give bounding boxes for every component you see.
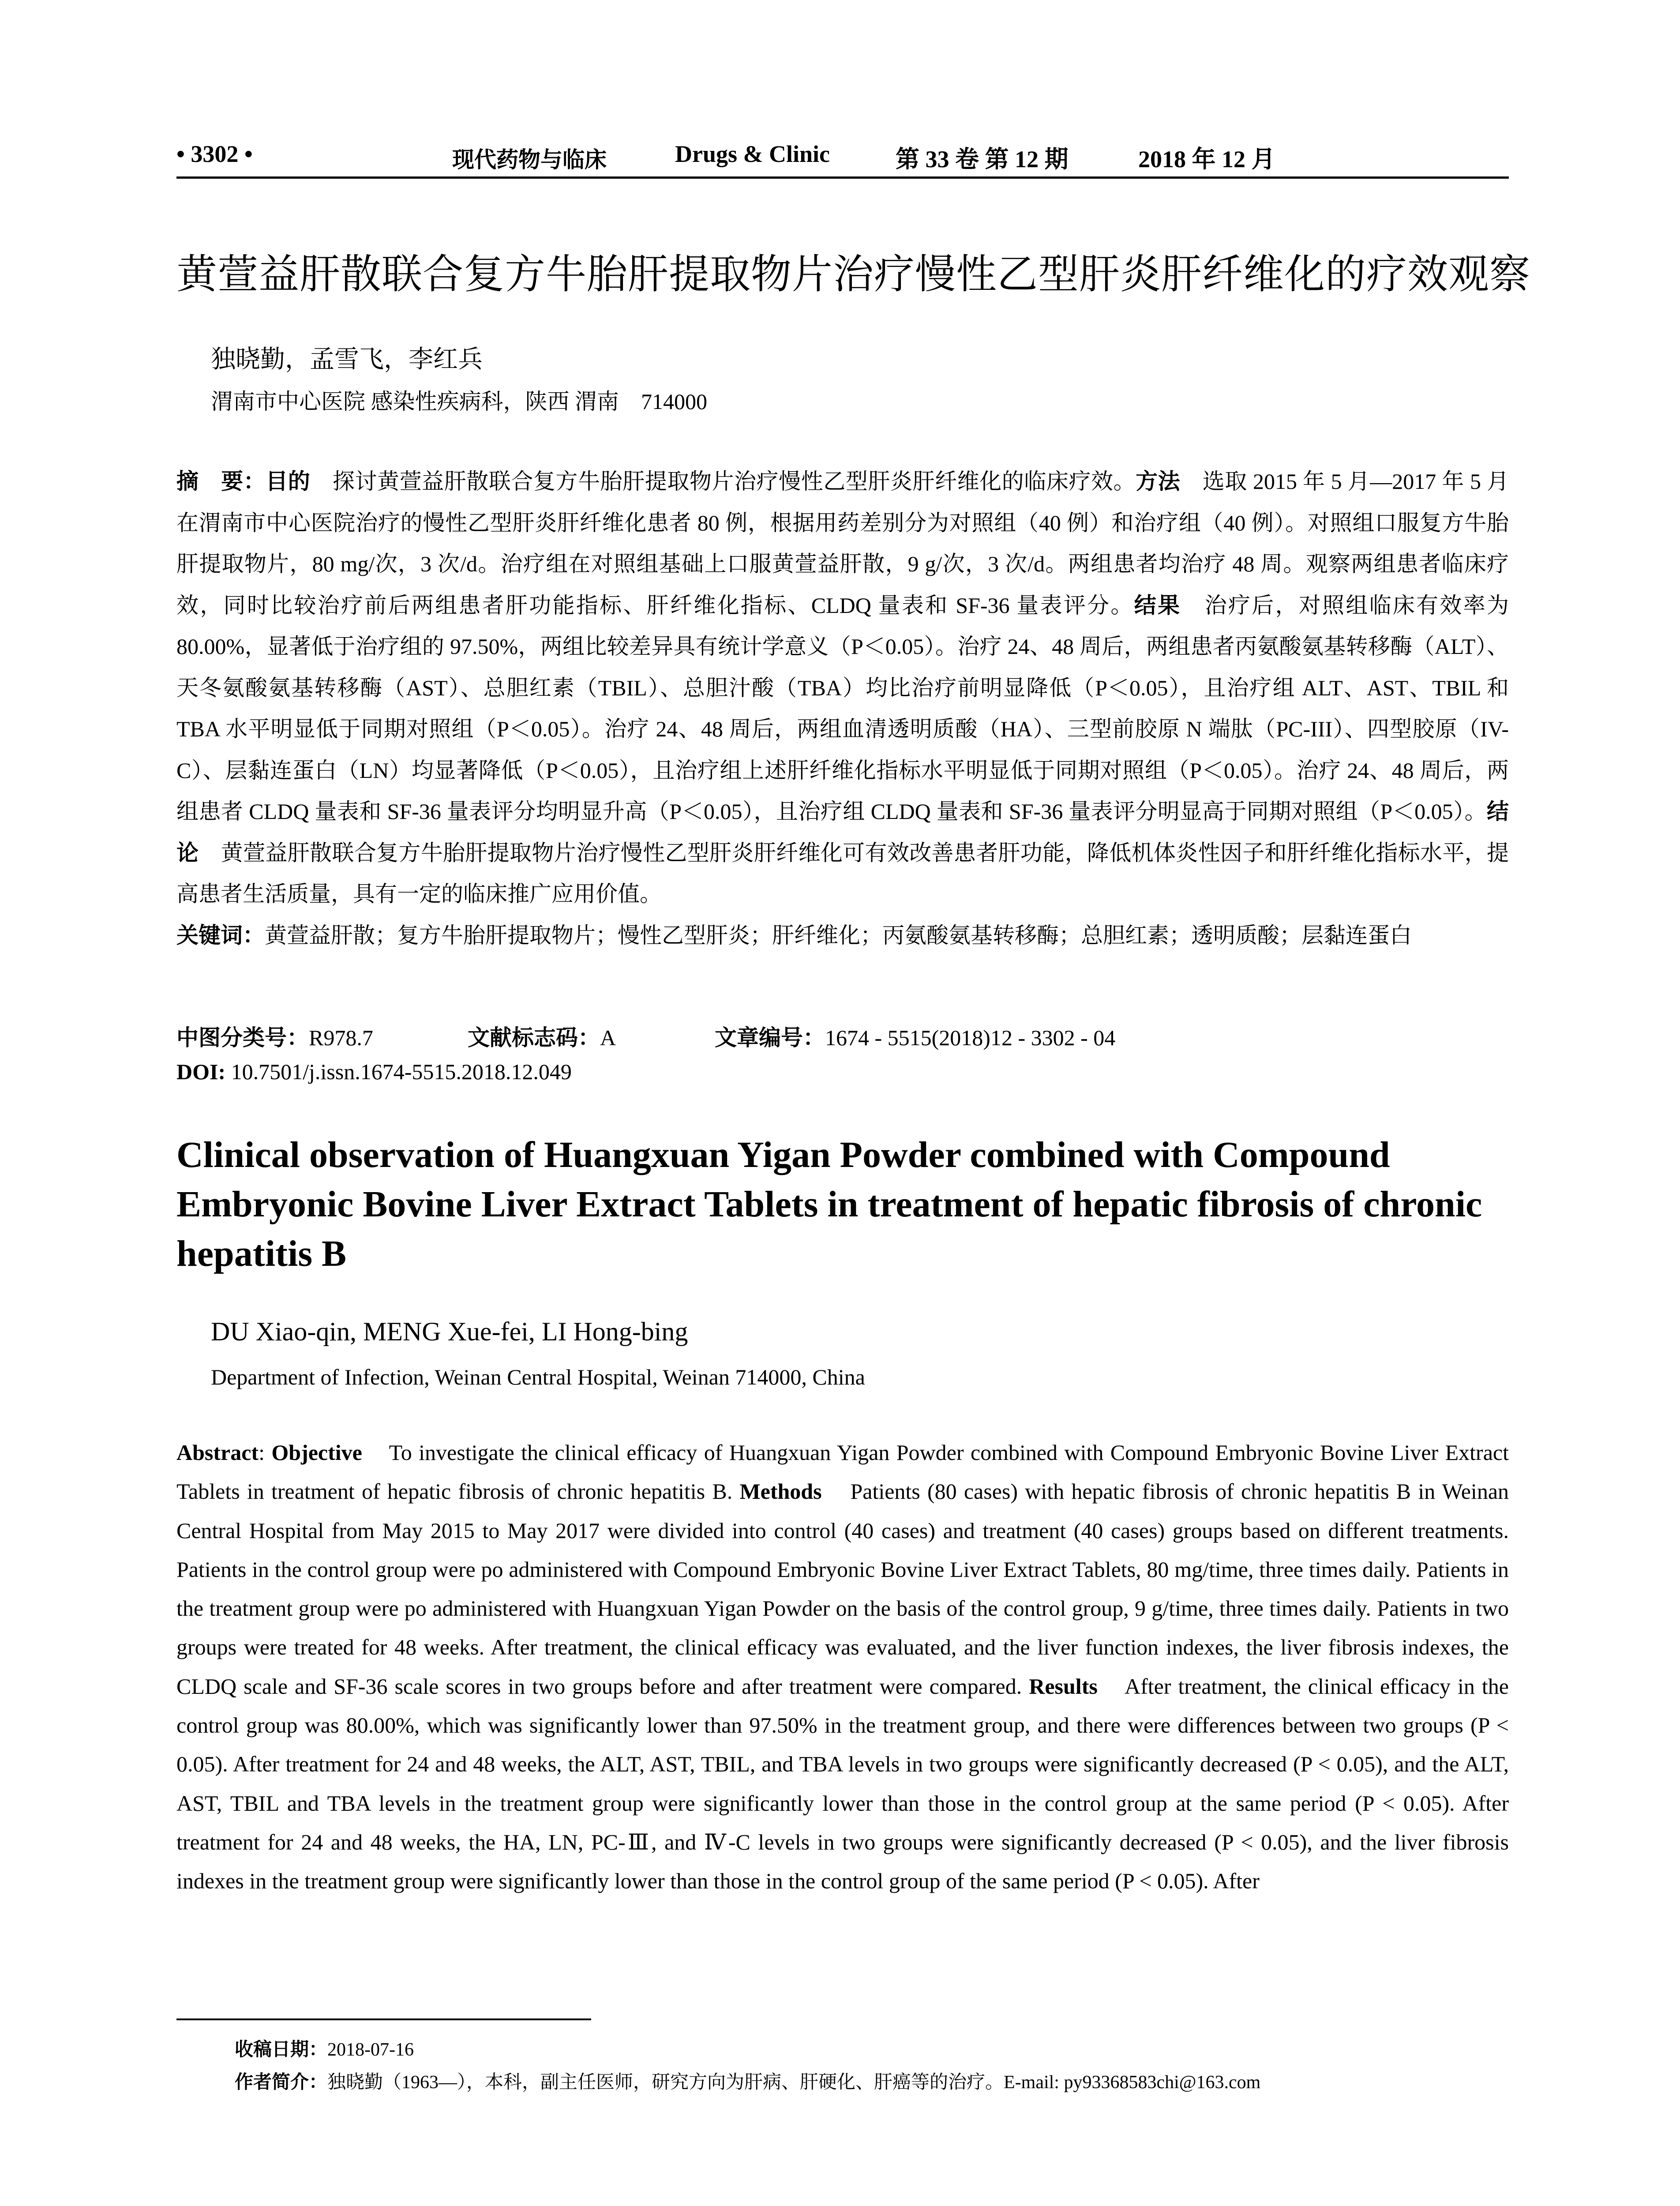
affiliation-en: Department of Infection, Weinan Central Hospital, Weinan 714000, China xyxy=(211,1365,865,1389)
conclusion-label-cn: 结论 xyxy=(176,799,1509,866)
doc-code-value: A xyxy=(600,1025,616,1050)
keywords-label-cn: 关键词： xyxy=(176,922,265,948)
abstract-label-en: Abstract xyxy=(176,1440,259,1465)
received-label: 收稿日期： xyxy=(235,2038,328,2060)
footnote-rule xyxy=(176,2018,591,2020)
methods-text-cn: 选取 2015 年 5 月—2017 年 5 月在渭南市中心医院治疗的慢性乙型肝炎肝纤维化患者 80 例，根据用药差别分为对照组（40 例）和治疗组（40 例）。对照组口服复方牛胎肝提取物片，80 mg/次，3 次/d。治疗组在对照组基础上口服黄萱益肝散，9 g/次，3 次/d。两组患者均治疗 48 周。观察两组患者临床疗效，同时比较治疗前后两组患者肝功能指标、肝纤维化指标、CLDQ 量表和 SF-36 量表评分。 xyxy=(176,469,1509,618)
received-date xyxy=(235,2035,414,2061)
doi-value: 10.7501/j.issn.1674-5515.2018.12.049 xyxy=(231,1059,572,1084)
abstract-cn xyxy=(176,461,1509,956)
page-number: • 3302 • xyxy=(176,141,253,167)
objective-text-cn: 探讨黄萱益肝散联合复方牛胎肝提取物片治疗慢性乙型肝炎肝纤维化的临床疗效。 xyxy=(310,469,1136,494)
conclusion-text-cn: 黄萱益肝散联合复方牛胎肝提取物片治疗慢性乙型肝炎肝纤维化可有效改善患者肝功能，降低机体炎性因子和肝纤维化指标水平，提高患者生活质量，具有一定的临床推广应用价值。 xyxy=(176,840,1509,906)
journal-name-en: Drugs & Clinic xyxy=(675,141,830,167)
keywords-text-cn: 黄萱益肝散；复方牛胎肝提取物片；慢性乙型肝炎；肝纤维化；丙氨酸氨基转移酶；总胆红素；透明质酸；层黏连蛋白 xyxy=(265,923,1412,948)
article-title-en: Clinical observation of Huangxuan Yigan Powder combined with Compound Embryonic Bovine Liver Extract Tablets in treatment of hepatic fibrosis of chronic hepatitis B xyxy=(176,1134,1482,1274)
clc-label: 中图分类号： xyxy=(176,1025,309,1050)
keywords-cn xyxy=(176,915,1509,957)
abstract-label-cn: 摘 要： xyxy=(176,469,266,494)
article-title-cn: 黄萱益肝散联合复方牛胎肝提取物片治疗慢性乙型肝炎肝纤维化的疗效观察 xyxy=(176,251,1531,298)
results-label-cn: 结果 xyxy=(1134,592,1181,618)
header-rule xyxy=(176,176,1509,179)
running-header xyxy=(176,140,1509,176)
affiliation-cn: 渭南市中心医院 感染性疾病科，陕西 渭南 714000 xyxy=(211,389,707,414)
classification-line xyxy=(176,1020,1509,1051)
issue-date: 2018 年 12 月 xyxy=(1138,146,1275,173)
author-bio xyxy=(235,2067,1260,2094)
clc-field xyxy=(176,1020,373,1052)
results-text-en: After treatment, the clinical efficacy in the control group was 80.00%, which was significantly lower than 97.50% in the treatment group, and there were differences between two groups (P < 0.05). After treatment for 24 and 48 weeks, the ALT, AST, TBIL, and TBA levels in two groups were significantly decreased (P < 0.05), and the ALT, AST, TBIL and TBA levels in the treatment group were significantly lower than those in the control group at the same period (P < 0.05). After treatment for 24 and 48 weeks, the HA, LN, PC-Ⅲ, and Ⅳ-C levels in two groups were significantly decreased (P < 0.05), and the liver fibrosis indexes in the treatment group were significantly lower than those in the control group of the same period (P < 0.05). After xyxy=(176,1673,1509,1894)
doi-line xyxy=(176,1059,572,1084)
bio-text: 独晓勤（1963—），本科，副主任医师，研究方向为肝病、肝硬化、肝癌等的治疗。E-mail: py93368583chi@163.com xyxy=(327,2072,1261,2093)
methods-label-en: Methods xyxy=(739,1479,822,1504)
results-text-cn: 治疗后，对照组临床有效率为 80.00%，显著低于治疗组的 97.50%，两组比较差异具有统计学意义（P＜0.05）。治疗 24、48 周后，两组患者丙氨酸氨基转移酶（ALT）、天冬氨酸氨基转移酶（AST）、总胆红素（TBIL）、总胆汁酸（TBA）均比治疗前明显降低（P＜0.05），且治疗组 ALT、AST、TBIL 和 TBA 水平明显低于同期对照组（P＜0.05）。治疗 24、48 周后，两组血清透明质酸（HA）、三型前胶原 N 端肽（PC-III）、四型胶原（IV-C）、层黏连蛋白（LN）均显著降低（P＜0.05），且治疗组上述肝纤维化指标水平明显低于同期对照组（P＜0.05）。治疗 24、48 周后，两组患者 CLDQ 量表和 SF-36 量表评分均明显升高（P＜0.05），且治疗组 CLDQ 量表和 SF-36 量表评分明显高于同期对照组（P＜0.05）。 xyxy=(176,593,1509,824)
doi-label: DOI: xyxy=(176,1059,226,1084)
objective-text-en: To investigate the clinical efficacy of Huangxuan Yigan Powder combined with Compound Embryonic Bovine Liver Extract Tablets in treatment of hepatic fibrosis of chronic hepatitis B. xyxy=(176,1440,1509,1504)
authors-cn: 独晓勤，孟雪飞，李红兵 xyxy=(211,346,483,373)
article-no-value: 1674 - 5515(2018)12 - 3302 - 04 xyxy=(825,1025,1116,1050)
objective-label-en: Objective xyxy=(271,1440,362,1465)
bio-label: 作者简介： xyxy=(235,2071,328,2093)
volume-issue: 第 33 卷 第 12 期 xyxy=(896,146,1069,173)
objective-label-cn: 目的 xyxy=(266,469,311,494)
journal-name-cn: 现代药物与临床 xyxy=(452,147,607,173)
clc-value: R978.7 xyxy=(309,1025,373,1050)
received-value: 2018-07-16 xyxy=(327,2040,414,2060)
results-label-en: Results xyxy=(1029,1673,1098,1699)
methods-text-en: Patients (80 cases) with hepatic fibrosis of chronic hepatitis B in Weinan Central Hospital from May 2015 to May 2017 were divided into control (40 cases) and treatment (40 cases) groups based on different treatments. Patients in the control group were po administered with Compound Embryonic Bovine Liver Extract Tablets, 80 mg/time, three times daily. Patients in the treatment group were po administered with Huangxuan Yigan Powder on the basis of the control group, 9 g/time, three times daily. Patients in two groups were treated for 48 weeks. After treatment, the clinical efficacy was evaluated, and the liver function indexes, the liver fibrosis indexes, the CLDQ scale and SF-36 scale scores in two groups before and after treatment were compared. xyxy=(176,1479,1509,1699)
doc-code-label: 文献标志码： xyxy=(468,1025,600,1050)
doc-code-field xyxy=(468,1020,616,1052)
article-no-field xyxy=(715,1020,1115,1052)
authors-en: DU Xiao-qin, MENG Xue-fei, LI Hong-bing xyxy=(211,1317,688,1346)
methods-label-cn: 方法 xyxy=(1136,469,1181,494)
abstract-en: Abstract: Objective To investigate the clinical efficacy of Huangxuan Yigan Powder combined with Compound Embryonic Bovine Liver Extract Tablets in treatment of hepatic fibrosis of chronic hepatitis B. Methods Patients (80 cases) with hepatic fibrosis of chronic hepatitis B in Weinan Central Hospital from May 2015 to May 2017 were divided into control (40 cases) and treatment (40 cases) groups based on different treatments. Patients in the control group were po administered with Compound Embryonic Bovine Liver Extract Tablets, 80 mg/time, three times daily. Patients in the treatment group were po administered with Huangxuan Yigan Powder on the basis of the control group, 9 g/time, three times daily. Patients in two groups were treated for 48 weeks. After treatment, the clinical efficacy was evaluated, and the liver function indexes, the liver fibrosis indexes, the CLDQ scale and SF-36 scale scores in two groups before and after treatment were compared. Results After treatment, the clinical efficacy in the control group was 80.00%, which was significantly lower than 97.50% in the treatment group, and there were differences between two groups (P < 0.05). After treatment for 24 and 48 weeks, the ALT, AST, TBIL, and TBA levels in two groups were significantly decreased (P < 0.05), and the ALT, AST, TBIL and TBA levels in the treatment group were significantly lower than those in the control group at the same period (P < 0.05). After treatment for 24 and 48 weeks, the HA, LN, PC-Ⅲ, and Ⅳ-C levels in two groups were significantly decreased (P < 0.05), and the liver fibrosis indexes in the treatment group were significantly lower than those in the control group of the same period (P < 0.05). After xyxy=(176,1440,1509,1894)
article-no-label: 文章编号： xyxy=(715,1025,825,1050)
